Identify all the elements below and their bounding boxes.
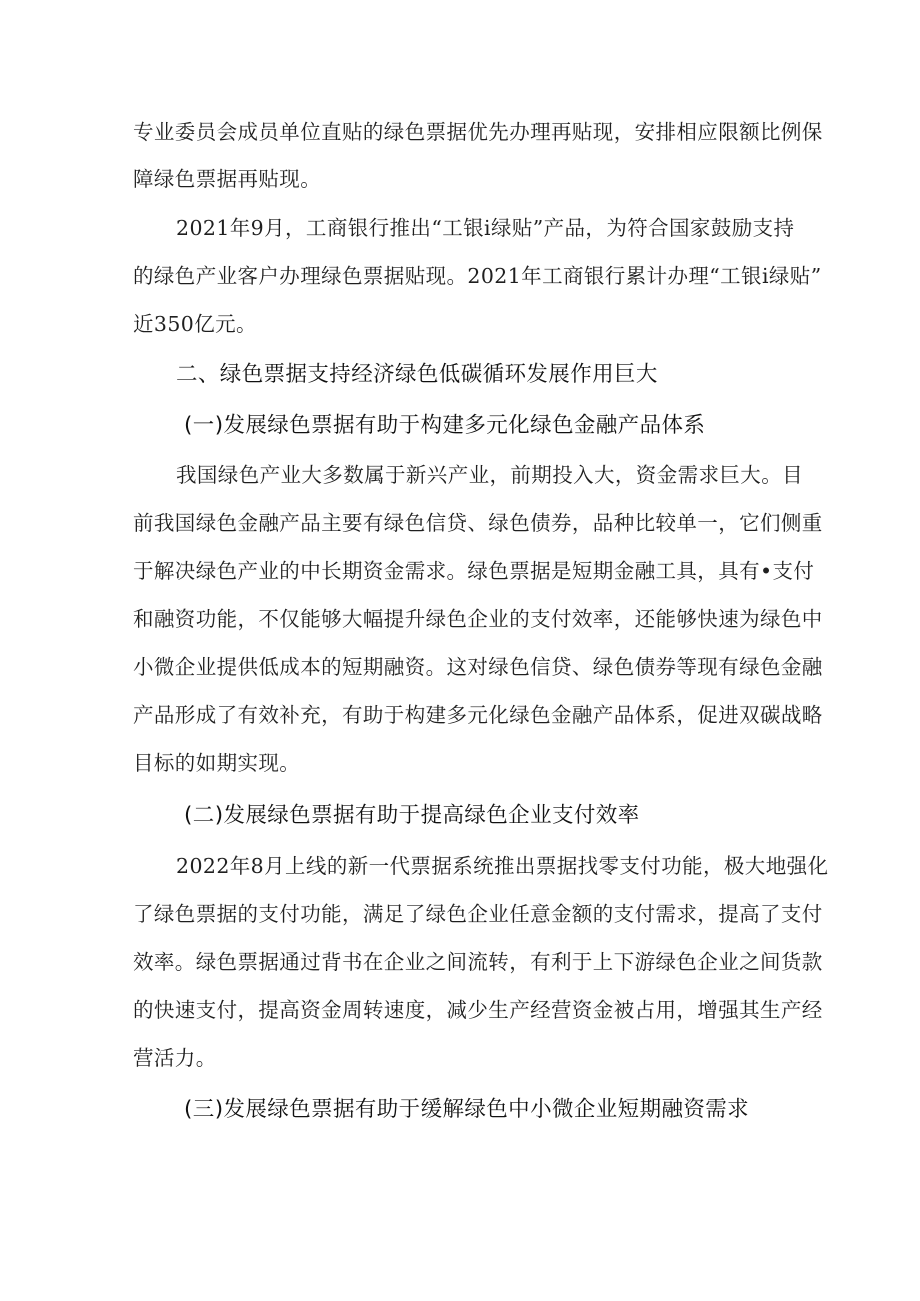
paragraph-line: 营活力。 — [133, 1046, 217, 1070]
paragraph-line: 于解决绿色产业的中长期资金需求。绿色票据是短期金融工具，具有•支付 — [133, 559, 815, 583]
paragraph-line: 前我国绿色金融产品主要有绿色信贷、绿色债券，品种比较单一，它们侧重 — [133, 511, 823, 535]
paragraph-line: 2022年8月上线的新一代票据系统推出票据找零支付功能，极大地强化 — [176, 854, 829, 878]
paragraph-line: 专业委员会成员单位直贴的绿色票据优先办理再贴现，安排相应限额比例保 — [133, 120, 823, 144]
paragraph-line: 障绿色票据再贴现。 — [133, 167, 322, 191]
subsection-heading: (一)发展绿色票据有助于构建多元化绿色金融产品体系 — [184, 413, 706, 438]
paragraph-line: 近350亿元。 — [133, 312, 257, 336]
section-heading: 二、绿色票据支持经济绿色低碳循环发展作用巨大 — [176, 362, 658, 387]
paragraph-line: 和融资功能，不仅能够大幅提升绿色企业的支付效率，还能够快速为绿色中 — [133, 607, 823, 631]
subsection-heading: (三)发展绿色票据有助于缓解绿色中小微企业短期融资需求 — [184, 1097, 750, 1122]
paragraph-line: 的绿色产业客户办理绿色票据贴现。2021年工商银行累计办理“工银i绿贴” — [133, 264, 822, 288]
subsection-heading: (二)发展绿色票据有助于提高绿色企业支付效率 — [184, 803, 640, 828]
paragraph-line: 小微企业提供低成本的短期融资。这对绿色信贷、绿色债券等现有绿色金融 — [133, 655, 823, 679]
paragraph-line: 2021年9月，工商银行推出“工银i绿贴”产品，为符合国家鼓励支持 — [176, 216, 795, 240]
paragraph-line: 效率。绿色票据通过背书在企业之间流转，有利于上下游绿色企业之间货款 — [133, 950, 823, 974]
paragraph-line: 了绿色票据的支付功能，满足了绿色企业任意金额的支付需求，提高了支付 — [133, 902, 823, 926]
paragraph-line: 我国绿色产业大多数属于新兴产业，前期投入大，资金需求巨大。目 — [176, 463, 803, 487]
paragraph-line: 目标的如期实现。 — [133, 751, 301, 775]
paragraph-line: 的快速支付，提高资金周转速度，减少生产经营资金被占用，增强其生产经 — [133, 998, 823, 1022]
paragraph-line: 产品形成了有效补充，有助于构建多元化绿色金融产品体系，促进双碳战略 — [133, 703, 823, 727]
